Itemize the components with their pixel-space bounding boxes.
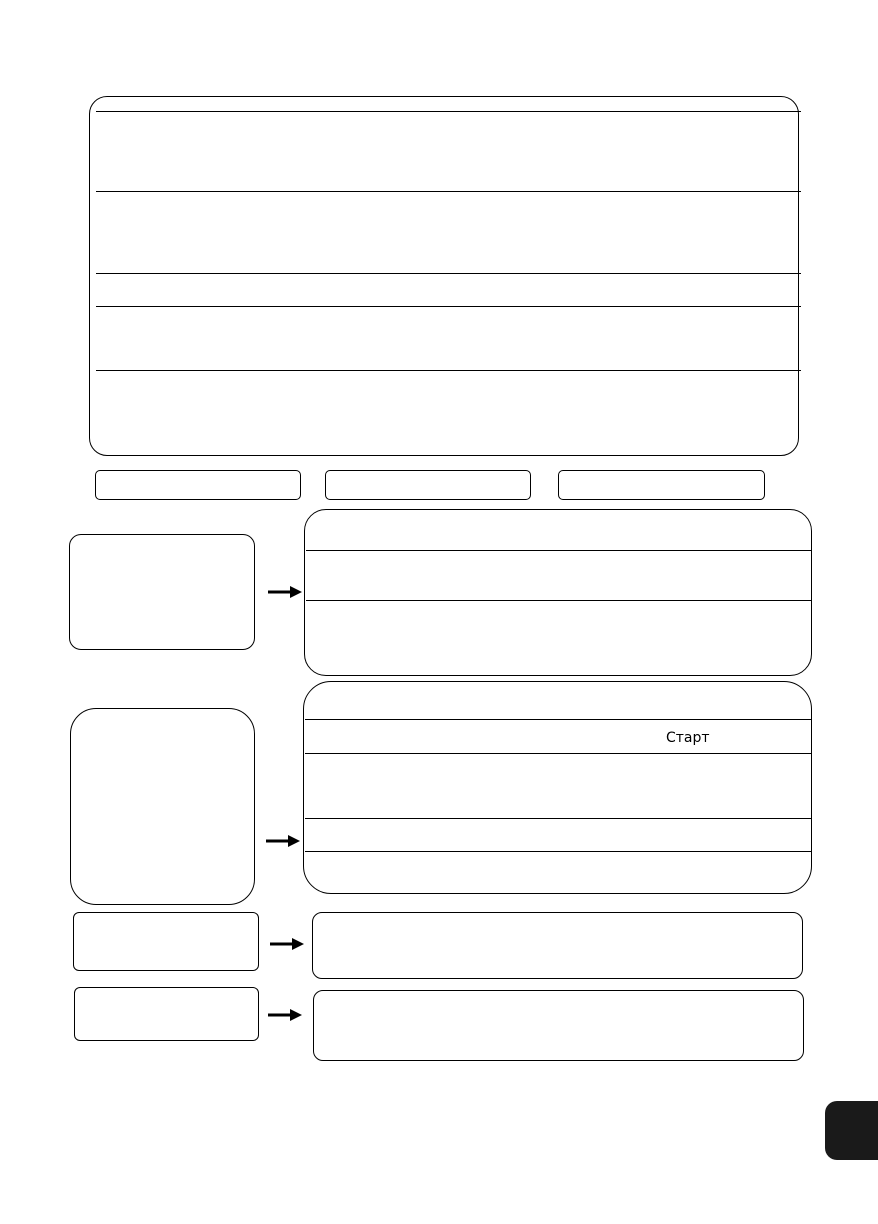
step-4-detail-box [313, 990, 804, 1061]
tab-box-1 [95, 470, 301, 500]
arrow-right-icon [270, 937, 304, 951]
main-table-divider-1 [96, 111, 801, 112]
step-2-divider-1 [305, 719, 811, 720]
step-3-label-box [73, 912, 259, 971]
step-2-divider-2 [305, 753, 811, 754]
step-3-detail-box [312, 912, 803, 979]
main-table-divider-3 [96, 273, 801, 274]
step-1-divider-1 [306, 550, 811, 551]
arrow-right-icon [266, 834, 300, 848]
step-1-label-box [69, 534, 255, 650]
step-1-detail-box [304, 509, 812, 676]
main-table-divider-5 [96, 370, 801, 371]
step-1-divider-2 [306, 600, 811, 601]
main-table-divider-4 [96, 306, 801, 307]
step-2-detail-box [303, 681, 812, 894]
tab-box-2 [325, 470, 531, 500]
step-2-divider-4 [305, 851, 811, 852]
main-table-divider-2 [96, 191, 801, 192]
tab-box-3 [558, 470, 765, 500]
step-4-label-box [74, 987, 259, 1041]
start-label: Старт [666, 730, 710, 746]
main-info-table [89, 96, 799, 456]
step-2-divider-3 [305, 818, 811, 819]
arrow-right-icon [268, 585, 302, 599]
page-tab-marker [825, 1101, 878, 1160]
arrow-right-icon [268, 1008, 302, 1022]
step-2-label-box [70, 708, 255, 905]
